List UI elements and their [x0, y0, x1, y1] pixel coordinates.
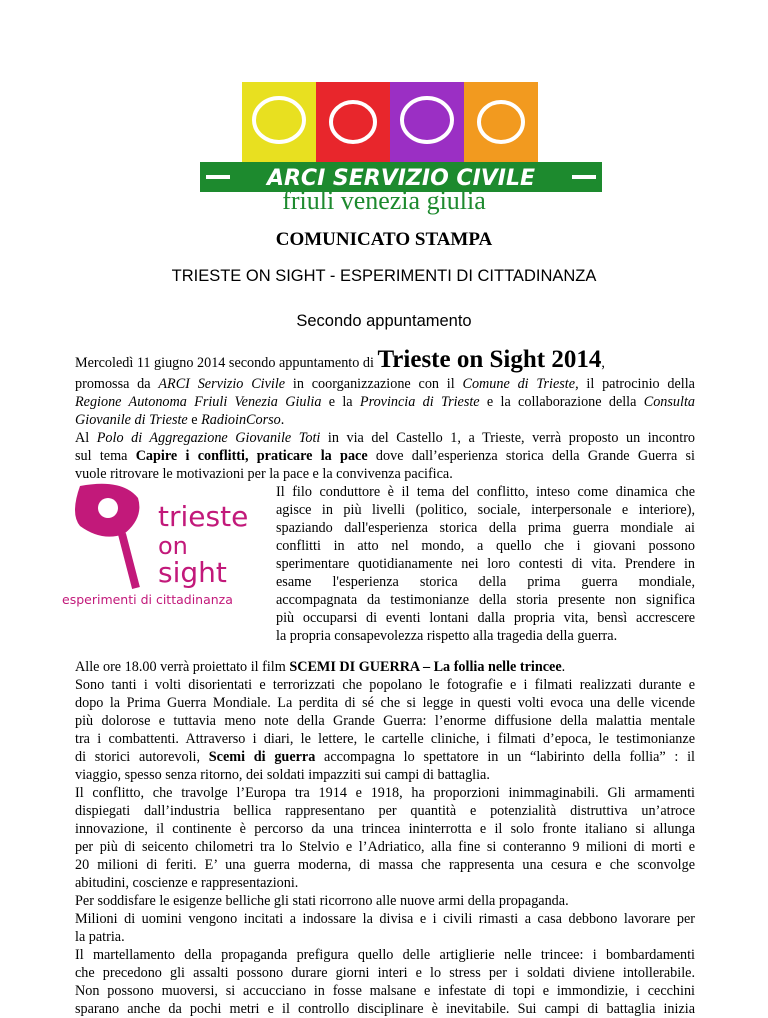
text-line: tra i combattenti. Attraverso i diari, le lettere, le cartelle cliniche, i filmati d’epoca, le testimonianze: [75, 731, 695, 747]
text-line: Regione Autonoma Friuli Venezia Giulia e la Provincia di Trieste e la collaborazione della Consulta: [75, 394, 695, 410]
page-title: COMUNICATO STAMPA: [275, 229, 493, 250]
text-line: Giovanile di Trieste e RadioinCorso.: [75, 412, 285, 428]
text-line: dispiegati dall’industria bellica rappresentano per quantità e potenzialità distruttiva un’atroce: [75, 803, 695, 819]
intro-line: Mercoledì 11 giugno 2014 secondo appuntamento di Trieste on Sight 2014,: [75, 346, 605, 373]
text-line: più occuparsi di eventi lontani dalla propria vita, bensì accrescere: [276, 610, 695, 626]
text-line: accompagnata da testimonianze della storia presente non significa: [276, 592, 695, 608]
text-line: esame l'esperienza storica della prima guerra mondiale,: [276, 574, 695, 590]
text-line: più dolorose e tuttavia meno note della Grande Guerra: l’enorme diffusione della malattia mentale: [75, 713, 695, 729]
svg-text:sight: sight: [158, 556, 227, 589]
text-line: dopo la Prima Guerra Mondiale. La perdita di sé che si legge in questi volti evoca una delle vicende: [75, 695, 695, 711]
text-line: agisce in più livelli (politico, sociale, interpersonale e interiore),: [276, 502, 695, 518]
text-line: viaggio, spesso senza ritorno, dei soldati impazziti sui campi di battaglia.: [75, 767, 490, 783]
text-line: Non possono muoversi, si accucciano in fosse malsane e infestate di topi e immondizie, i cecchini: [75, 983, 695, 999]
text-line: Alle ore 18.00 verrà proiettato il film SCEMI DI GUERRA – La follia nelle trincee.: [75, 659, 566, 675]
text-line: la propria consapevolezza rispetto alla tragedia della guerra.: [276, 628, 618, 644]
event-title: TRIESTE ON SIGHT - ESPERIMENTI DI CITTADINANZA: [171, 267, 597, 285]
text-line: vuole ritrovare le motivazioni per la pace e la convivenza pacifica.: [75, 466, 453, 482]
svg-text:trieste: trieste: [158, 500, 249, 533]
svg-text:ARCI SERVIZIO CIVILE: ARCI SERVIZIO CIVILE: [266, 166, 536, 191]
text-line: conflitti in atto nel mondo, a quello che i giovani possono: [276, 538, 695, 554]
text-line: Milioni di uomini vengono incitati a indossare la divisa e i civili rimasti a casa debbono lavorare per: [75, 911, 695, 927]
eye-icon: [75, 484, 139, 588]
text-line: spaziando dall'esperienza storica della prima guerra mondiale ai: [276, 520, 695, 536]
appointment-label: Secondo appuntamento: [296, 312, 472, 330]
text-line: abitudini, coscienze e rappresentazioni.: [75, 875, 299, 891]
text-line: la patria.: [75, 929, 125, 945]
text-line: 20 milioni di feriti. E’ una guerra moderna, di massa che rappresenta una cesura e che sconvolge: [75, 857, 695, 873]
text-line: innovazione, il continente è percorso da una trincea ininterrotta e il solo fronte italiano si allunga: [75, 821, 695, 837]
svg-text:esperimenti di cittadinanza: esperimenti di cittadinanza: [62, 592, 233, 607]
text-line: promossa da ARCI Servizio Civile in coorganizzazione con il Comune di Trieste, il patrocinio della: [75, 376, 695, 392]
text-line: Il conflitto, che travolge l’Europa tra 1914 e 1918, ha proporzioni inimmaginabili. Gli armamenti: [75, 785, 695, 801]
logo-subtitle: friuli venezia giulia: [282, 186, 486, 215]
text-line: Per soddisfare le esigenze belliche gli stati ricorrono alle nuove armi della propaganda.: [75, 893, 569, 909]
text-line: sparano anche da pochi metri e il controllo disciplinare è inevitabile. Sui campi di battaglia inizia: [75, 1001, 695, 1017]
text-line: per più di seicento chilometri tra lo Stelvio e l’Adriatico, alla fine si conteranno 9 milioni di morti e: [75, 839, 695, 855]
text-line: Al Polo di Aggregazione Giovanile Toti in via del Castello 1, a Trieste, verrà proposto un incontro: [75, 430, 696, 446]
svg-text:on: on: [158, 532, 188, 560]
text-line: di storici autorevoli, Scemi di guerra accompagna lo spettatore in un “labirinto della follia” : il: [75, 749, 695, 765]
text-line: Il filo conduttore è il tema del conflitto, inteso come dinamica che: [276, 484, 695, 500]
text-line: che precedono gli assalti possono durare giorni interi e lo stress per i soldati diviene intollerabile.: [75, 965, 695, 981]
text-line: Il martellamento della propaganda prefigura quello delle artiglierie nelle trincee: i bombardamenti: [75, 947, 695, 963]
text-line: Sono tanti i volti disorientati e terrorizzati che popolano le fotografie e i filmati realizzati durante e: [75, 677, 695, 693]
event-name: Trieste on Sight 2014: [377, 346, 602, 373]
text-line: sperimentare quotidianamente nei loro contesti di vita. Prendere in: [276, 556, 695, 572]
trieste-on-sight-logo: [62, 478, 272, 608]
text-line: sul tema Capire i conflitti, praticare la pace dove dall’esperienza storica della Grande Guerra si: [75, 448, 695, 464]
